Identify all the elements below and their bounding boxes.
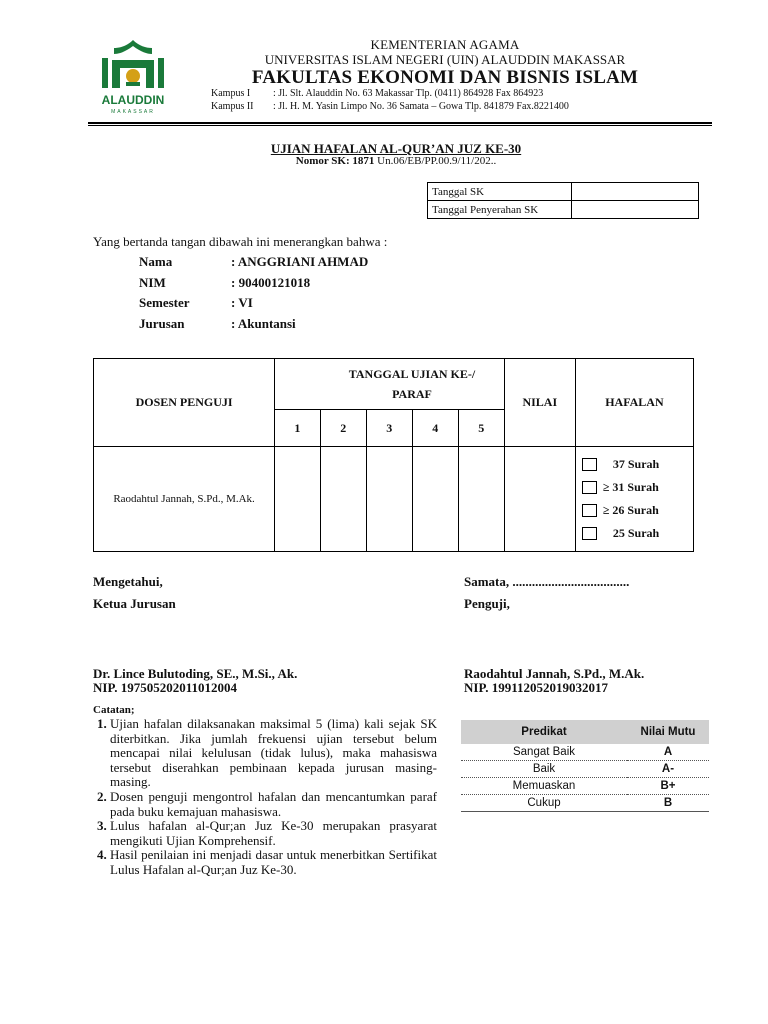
jurusan-label: Jurusan	[139, 316, 185, 331]
col-nilai-header: NILAI	[504, 359, 575, 447]
campus-2-text: : Jl. H. M. Yasin Limpo No. 36 Samata – Gowa Tlp. 841879 Fax.8221400	[273, 101, 569, 112]
sig-left-line-1: Mengetahui,	[93, 574, 163, 589]
session-3-header: 3	[366, 410, 412, 447]
header-rule-thick	[88, 122, 712, 124]
sk-number-rest: Un.06/EB/PP.00.9/11/202..	[374, 155, 497, 167]
mutu-cell: B+	[627, 778, 709, 795]
mutu-cell: A	[627, 744, 709, 761]
dosen-name: Raodahtul Jannah, S.Pd., M.Ak.	[94, 447, 275, 552]
exam-table	[93, 358, 694, 552]
logo-subtext: MAKASSAR	[111, 109, 155, 115]
table-row	[461, 778, 709, 795]
predikat-cell: Baik	[461, 761, 627, 778]
campus-1-text: : Jl. Slt. Alauddin No. 63 Makassar Tlp. (0411) 864928 Fax 864923	[273, 88, 544, 99]
col-tanggal-line-1: TANGGAL UJIAN KE-/	[348, 367, 476, 381]
table-row	[94, 447, 694, 552]
checkbox-icon[interactable]	[582, 481, 597, 494]
col-tanggal-spacer	[275, 359, 321, 410]
name-value: : ANGGRIANI AHMAD	[231, 254, 369, 269]
notes-title: Catatan;	[93, 704, 135, 716]
logo-text: ALAUDDIN	[101, 93, 165, 107]
table-header-row	[461, 720, 709, 744]
sig-right-nip: NIP. 199112052019032017	[464, 680, 608, 695]
checkbox-icon[interactable]	[582, 504, 597, 517]
sk-handover-date-value[interactable]	[572, 201, 699, 219]
jurusan-value: : Akuntansi	[231, 316, 296, 331]
hafalan-option-26[interactable]	[582, 499, 693, 522]
notes-list	[93, 717, 437, 878]
predikat-cell: Cukup	[461, 795, 627, 812]
sig-left-nip: NIP. 197505202011012004	[93, 680, 237, 695]
nilai-cell[interactable]	[504, 447, 575, 552]
hafalan-option-label: ≥ 26 Surah	[602, 503, 659, 517]
session-3-cell[interactable]	[366, 447, 412, 552]
mutu-cell: B	[627, 795, 709, 812]
intro-text: Yang bertanda tangan dibawah ini menerangkan bahwa :	[93, 234, 388, 249]
faculty-name: FAKULTAS EKONOMI DAN BISNIS ISLAM	[251, 67, 639, 88]
session-4-header: 4	[412, 410, 458, 447]
col-tanggal-line-2: PARAF	[392, 387, 432, 401]
hafalan-options	[575, 447, 693, 552]
sig-right-line-2: Penguji,	[464, 596, 510, 611]
checkbox-icon[interactable]	[582, 527, 597, 540]
predikat-header: Predikat	[461, 720, 627, 744]
sig-left-name: Dr. Lince Bulutoding, SE., M.Si., Ak.	[93, 666, 298, 681]
campus-1-label: Kampus I	[211, 88, 251, 99]
sig-right-name: Raodahtul Jannah, S.Pd., M.Ak.	[464, 666, 645, 681]
list-item: 4. Hasil penilaian ini menjadi dasar untuk menerbitkan Sertifikat Lulus Hafalan al-Qur;an Juz Ke-30.	[110, 848, 437, 877]
campus-1-address	[211, 88, 543, 99]
session-5-header: 5	[458, 410, 504, 447]
sk-date-table	[427, 182, 699, 219]
table-row	[461, 744, 709, 761]
hafalan-option-25[interactable]	[582, 522, 693, 545]
name-label: Nama	[139, 254, 173, 269]
semester-value: : VI	[231, 295, 253, 310]
university-name: UNIVERSITAS ISLAM NEGERI (UIN) ALAUDDIN MAKASSAR	[264, 52, 626, 67]
hafalan-option-37[interactable]	[582, 453, 693, 476]
sk-date-value[interactable]	[572, 183, 699, 201]
hafalan-option-label: ≥ 31 Surah	[602, 480, 659, 494]
document-title: UJIAN HAFALAN AL-QUR’AN JUZ KE-30	[270, 141, 522, 156]
header-rule-thin	[88, 125, 712, 126]
sig-left-line-2: Ketua Jurusan	[93, 596, 176, 611]
col-dosen-header: DOSEN PENGUJI	[94, 359, 275, 447]
session-5-cell[interactable]	[458, 447, 504, 552]
campus-2-address	[211, 101, 569, 112]
nilai-mutu-header: Nilai Mutu	[627, 720, 709, 744]
checkbox-icon[interactable]	[582, 458, 597, 471]
hafalan-option-31[interactable]	[582, 476, 693, 499]
predikat-cell: Sangat Baik	[461, 744, 627, 761]
semester-label: Semester	[139, 295, 190, 310]
predikat-table	[461, 720, 709, 812]
session-1-header: 1	[275, 410, 321, 447]
nim-value: : 90400121018	[231, 275, 311, 290]
ministry-name: KEMENTERIAN AGAMA	[370, 37, 520, 52]
sk-date-label: Tanggal SK	[428, 183, 572, 201]
campus-2-label: Kampus II	[211, 101, 254, 112]
predikat-cell: Memuaskan	[461, 778, 627, 795]
hafalan-option-label: 25 Surah	[612, 526, 660, 540]
session-1-cell[interactable]	[275, 447, 321, 552]
col-tanggal-header	[320, 359, 504, 410]
sk-handover-date-label: Tanggal Penyerahan SK	[428, 201, 572, 219]
list-item: 1. Ujian hafalan dilaksanakan maksimal 5 (lima) kali sejak SK diterbitkan. Jika jumlah frekuensi ujian tersebut belum mencapai nilai kelulusan (tidak lulus), maka mahasiswa tersebut diserahkan pembinaan kepada jurusan masing-masing.	[110, 717, 437, 790]
list-item: 3. Lulus hafalan al-Qur;an Juz Ke-30 merupakan prasyarat mengikuti Ujian Komprehensif.	[110, 819, 437, 848]
university-logo	[92, 36, 174, 118]
session-2-cell[interactable]	[320, 447, 366, 552]
list-item: 2. Dosen penguji mengontrol hafalan dan mencantumkan paraf pada buku kemajuan mahasiswa.	[110, 790, 437, 819]
sig-right-line-1: Samata, ....................................	[464, 574, 630, 589]
table-header-row	[94, 359, 694, 410]
table-row	[461, 761, 709, 778]
sk-number-label: Nomor SK: 1871	[295, 155, 375, 167]
nim-label: NIM	[139, 275, 166, 290]
hafalan-option-label: 37 Surah	[612, 457, 660, 471]
table-row	[461, 795, 709, 812]
col-hafalan-header: HAFALAN	[575, 359, 693, 447]
table-row	[428, 183, 699, 201]
table-row	[428, 201, 699, 219]
session-4-cell[interactable]	[412, 447, 458, 552]
sk-number	[0, 155, 768, 167]
session-2-header: 2	[320, 410, 366, 447]
mutu-cell: A-	[627, 761, 709, 778]
